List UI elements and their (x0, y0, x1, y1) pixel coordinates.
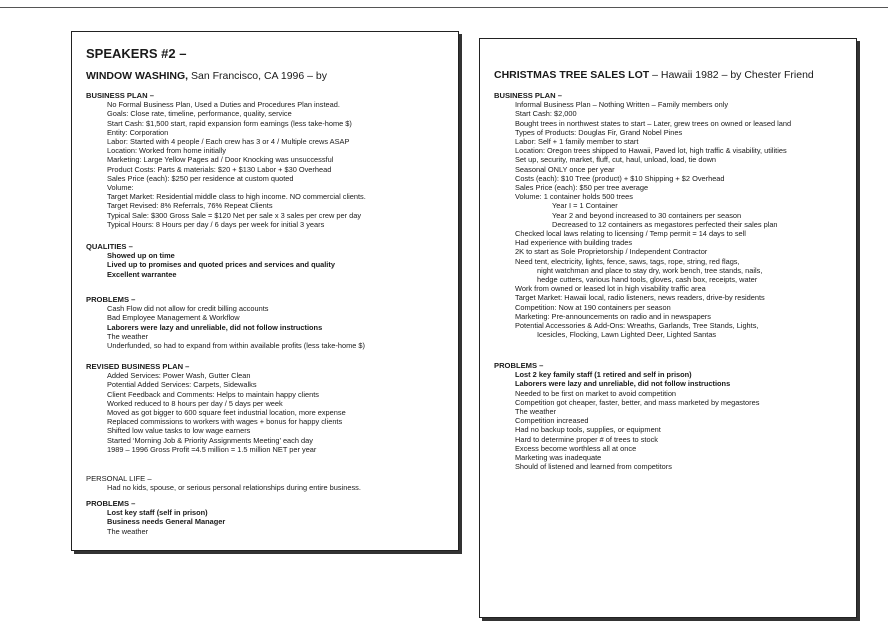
list-item: Hard to determine proper # of trees to stock (515, 434, 658, 444)
list-item: Icesicles, Flocking, Lawn Lighted Deer, Lighted Santas (537, 330, 717, 340)
left-page-title: SPEAKERS #2 – (86, 46, 187, 61)
list-item: Excellent warrantee (107, 269, 177, 279)
list-item: Decreased to 12 containers as megastores perfected their sales plan (552, 219, 778, 229)
list-item: Labor: Self + 1 family member to start (515, 137, 639, 147)
list-item: Bought trees in northwest states to start – Later, grew trees on owned or leased land (515, 118, 792, 128)
list-item: night watchman and place to stay dry, work bench, tree stands, nails, (537, 265, 763, 275)
list-item: Sales Price (each): $50 per tree average (515, 183, 649, 193)
right-section-business-plan (494, 91, 850, 339)
list-item: Entity: Corporation (107, 127, 169, 137)
left-section-qualities (86, 242, 452, 279)
list-item: Volume: 1 container holds 500 trees (515, 192, 633, 202)
list-item: Laborers were lazy and unreliable, did not follow instructions (107, 322, 323, 332)
list-item: Cash Flow did not allow for credit billing accounts (107, 304, 269, 314)
left-subtitle-bold: WINDOW WASHING, (86, 70, 189, 82)
list-item: Seasonal ONLY once per year (515, 164, 615, 174)
list-item: Year 2 and beyond increased to 30 containers per season (552, 210, 742, 220)
section-header: PROBLEMS – (494, 361, 544, 370)
list-item: Excess become worthless all at once (515, 443, 637, 453)
list-item: Added Services: Power Wash, Gutter Clean (107, 371, 251, 381)
list-item: Started ‘Morning Job & Priority Assignments Meeting’ each day (107, 435, 313, 445)
list-item: Had no kids, spouse, or serious personal relationships during entire business. (107, 483, 361, 493)
section-items (107, 371, 452, 454)
section-header: PROBLEMS – (86, 295, 136, 304)
list-item: The weather (515, 407, 557, 417)
left-page-subtitle (86, 70, 327, 82)
list-item: Set up, security, market, fluff, cut, haul, unload, load, tie down (515, 155, 717, 165)
right-page (479, 38, 857, 618)
list-item: Worked reduced to 8 hours per day / 5 days per week (107, 398, 283, 408)
list-item: Competition increased (515, 416, 589, 426)
left-section-problems-2 (86, 499, 452, 536)
list-item: Moved as got bigger to 600 square feet industrial location, more expense (107, 408, 346, 418)
list-item: Bad Employee Management & Workflow (107, 313, 240, 323)
list-item: The weather (107, 526, 149, 536)
list-item: Lost 2 key family staff (1 retired and self in prison) (515, 370, 692, 380)
right-subtitle-rest: – Hawaii 1982 – by Chester Friend (649, 69, 814, 81)
list-item: Underfunded, so had to expand from within available profits (less take-home $) (107, 341, 365, 351)
section-items (515, 100, 850, 339)
list-item: Labor: Started with 4 people / Each crew has 3 or 4 / Multiple crews ASAP (107, 137, 350, 147)
list-item: Had experience with building trades (515, 238, 633, 248)
list-item: Marketing was inadequate (515, 453, 602, 463)
list-item: The weather (107, 331, 149, 341)
list-item: Costs (each): $10 Tree (product) + $10 Shipping + $2 Overhead (515, 173, 725, 183)
list-item: hedge cutters, various hand tools, gloves, cash box, receipts, water (537, 275, 758, 285)
list-item: Informal Business Plan – Nothing Written – Family members only (515, 100, 729, 110)
section-header: REVISED BUSINESS PLAN – (86, 362, 190, 371)
list-item: Competition: Now at 190 containers per season (515, 302, 671, 312)
list-item: Lived up to promises and quoted prices and services and quality (107, 260, 335, 270)
list-item: Work from owned or leased lot in high visability traffic area (515, 284, 706, 294)
list-item: Sales Price (each): $250 per residence at custom quoted (107, 173, 294, 183)
list-item: Checked local laws relating to licensing / Temp permit = 14 days to sell (515, 229, 746, 239)
list-item: Business needs General Manager (107, 517, 226, 527)
list-item: Replaced commissions to workers with wages + bonus for happy clients (107, 417, 343, 427)
section-items (107, 483, 452, 492)
right-section-problems (494, 361, 850, 471)
list-item: Client Feedback and Comments: Helps to maintain happy clients (107, 389, 319, 399)
list-item: Year I = 1 Container (552, 201, 618, 211)
list-item: Laborers were lazy and unreliable, did not follow instructions (515, 379, 731, 389)
list-item: Showed up on time (107, 251, 175, 261)
list-item: Had no backup tools, supplies, or equipment (515, 425, 661, 435)
list-item: Location: Oregon trees shipped to Hawaii, Paved lot, high traffic & visability, utilities (515, 146, 787, 156)
scan-top-rule (0, 7, 888, 8)
list-item: Typical Sale: $300 Gross Sale = $120 Net per sale x 3 sales per crew per day (107, 210, 362, 220)
section-items (107, 100, 452, 229)
list-item: Start Cash: $2,000 (515, 109, 577, 119)
list-item: Needed to be first on market to avoid competition (515, 388, 677, 398)
list-item: Need tent, electricity, lights, fence, saws, tags, rope, string, red flags, (515, 256, 740, 266)
section-items (515, 370, 850, 471)
left-section-revised-plan (86, 362, 452, 454)
list-item: Should of listened and learned from competitors (515, 462, 672, 472)
left-section-business-plan (86, 91, 452, 229)
list-item: Product Costs: Parts & materials: $20 + $130 Labor + $30 Overhead (107, 164, 332, 174)
right-subtitle-bold: CHRISTMAS TREE SALES LOT (494, 69, 650, 81)
section-header: BUSINESS PLAN – (494, 91, 562, 100)
list-item: Competition got cheaper, faster, better, and mass marketed by megastores (515, 397, 760, 407)
left-section-personal-life (86, 474, 452, 492)
list-item: Typical Hours: 8 Hours per day / 6 days per week for initial 3 years (107, 219, 325, 229)
list-item: Lost key staff (self in prison) (107, 508, 208, 518)
list-item: Target Market: Residential middle class to high income. NO commercial clients. (107, 192, 366, 202)
list-item: Location: Worked from home initially (107, 146, 226, 156)
list-item: Volume: (107, 183, 134, 193)
list-item: Start Cash: $1,500 start, rapid expansion form earnings (less take-home $) (107, 118, 352, 128)
section-header: PERSONAL LIFE – (86, 474, 152, 483)
section-header: QUALITIES – (86, 242, 133, 251)
left-subtitle-rest: San Francisco, CA 1996 – by (188, 70, 327, 82)
right-page-subtitle (494, 69, 814, 81)
section-header: PROBLEMS – (86, 499, 136, 508)
list-item: Marketing: Pre-announcements on radio and in newspapers (515, 311, 711, 321)
list-item: 1989 – 1996 Gross Profit =4.5 million = 1.5 million NET per year (107, 444, 317, 454)
list-item: Target Market: Hawaii local, radio listeners, news readers, drive-by residents (515, 293, 765, 303)
list-item: Potential Added Services: Carpets, Sidewalks (107, 380, 257, 390)
list-item: Potential Accessories & Add-Ons: Wreaths, Garlands, Tree Stands, Lights, (515, 321, 759, 331)
list-item: Shifted low value tasks to low wage earners (107, 426, 251, 436)
list-item: Goals: Close rate, timeline, performance, quality, service (107, 109, 292, 119)
section-items (107, 508, 452, 536)
section-header: BUSINESS PLAN – (86, 91, 154, 100)
section-items (107, 304, 452, 350)
list-item: 2K to start as Sole Proprietorship / Independent Contractor (515, 247, 708, 257)
list-item: No Formal Business Plan, Used a Duties and Procedures Plan instead. (107, 100, 340, 110)
list-item: Marketing: Large Yellow Pages ad / Door Knocking was unsuccessful (107, 155, 334, 165)
list-item: Types of Products: Douglas Fir, Grand Nobel Pines (515, 127, 683, 137)
section-items (107, 251, 452, 279)
list-item: Target Revised: 8% Referrals, 76% Repeat Clients (107, 201, 273, 211)
left-section-problems (86, 295, 452, 350)
left-page (71, 31, 459, 551)
